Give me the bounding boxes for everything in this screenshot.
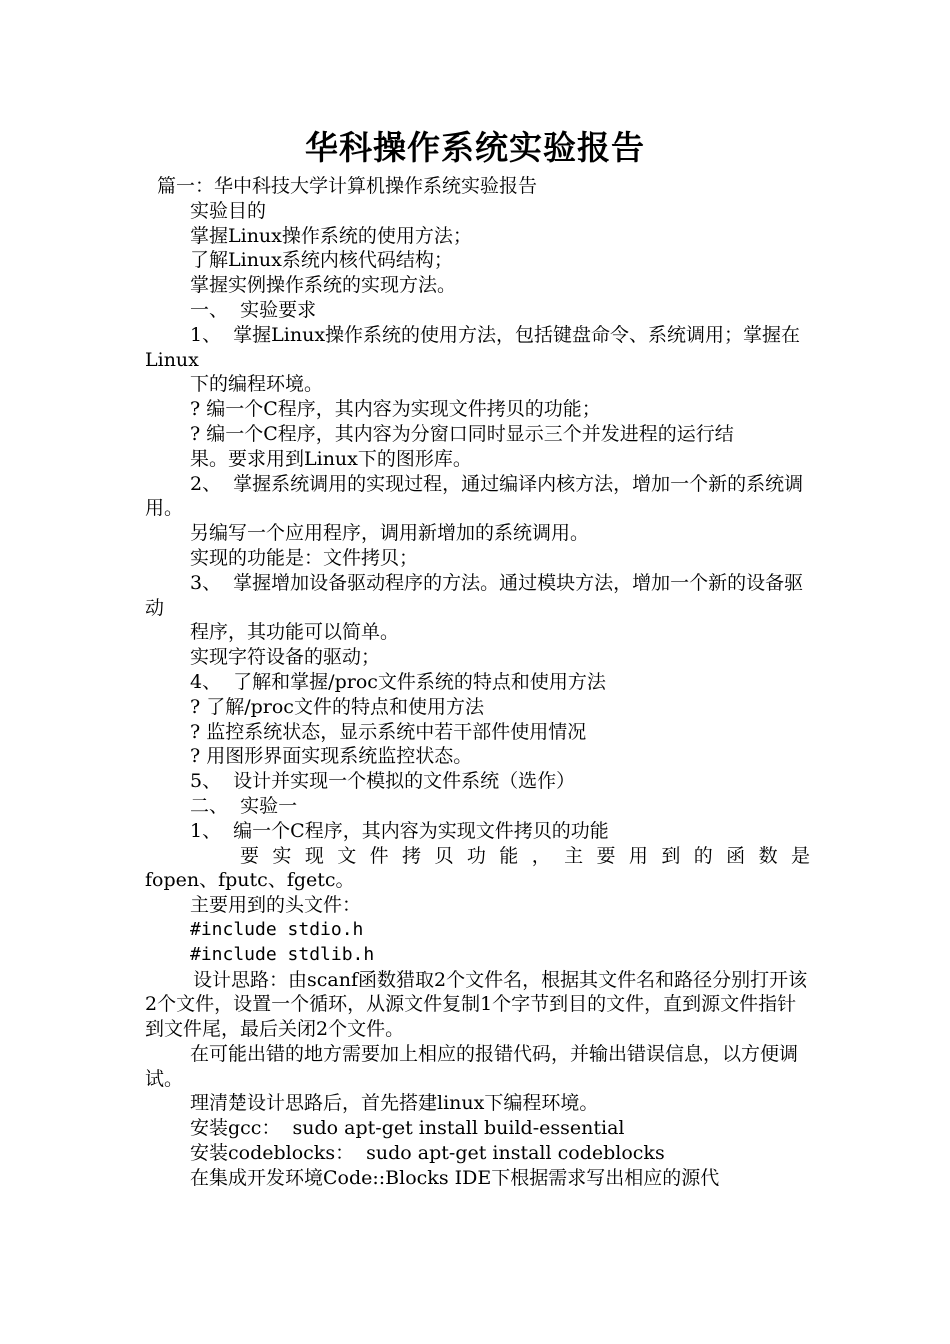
paragraph-text: 设计思路：由scanf函数猎取2个文件名，根据其文件名和路径分别打开该2个文件，设置一个循环，从源文件复制1个字节到目的文件，直到源文件指针到文件尾，最后关闭2个文件。 <box>145 968 808 1041</box>
paragraph-text: 1、 掌握Linux操作系统的使用方法，包括键盘命令、系统调用；掌握在Linux <box>145 323 801 371</box>
paragraph-text: ? 编一个C程序，其内容为分窗口同时显示三个并发进程的运行结 <box>190 422 734 445</box>
paragraph-line: 掌握实例操作系统的实现方法。 <box>190 274 457 297</box>
paragraph-line: 理清楚设计思路后，首先搭建linux下编程环境。 <box>190 1092 599 1115</box>
paragraph-text: 在可能出错的地方需要加上相应的报错代码，并输出错误信息，以方便调试。 <box>145 1042 799 1090</box>
paragraph-line <box>145 1042 835 1092</box>
paragraph-line <box>145 323 810 373</box>
paragraph-line: 5、 设计并实现一个模拟的文件系统（选作） <box>190 770 576 793</box>
document-title: 华科操作系统实验报告 <box>305 128 645 167</box>
paragraph-line: 掌握Linux操作系统的使用方法； <box>190 224 472 247</box>
paragraph-line: fopen、fputc、fgetc。 <box>145 869 355 892</box>
code-line: #include stdio.h <box>190 918 364 940</box>
section-heading: 二、 实验一 <box>190 794 298 817</box>
paragraph-line: 程序，其功能可以简单。 <box>190 621 400 644</box>
paragraph-line: 实验目的 <box>190 199 267 222</box>
section-heading: 篇一：华中科技大学计算机操作系统实验报告 <box>157 175 538 197</box>
bullet-line: ? 用图形界面实现系统监控状态。 <box>190 745 473 768</box>
code-line: #include stdlib.h <box>190 943 375 965</box>
paragraph-line <box>145 472 810 522</box>
bullet-line <box>145 422 810 447</box>
paragraph-line <box>145 968 810 1042</box>
command-line: 安装codeblocks： sudo apt-get install codeblocks <box>190 1142 665 1165</box>
bullet-line: ? 监控系统状态，显示系统中若干部件使用情况 <box>190 720 587 743</box>
document-body <box>145 174 810 1191</box>
paragraph-line: 在集成开发环境Code::Blocks IDE下根据需求写出相应的源代 <box>190 1166 720 1189</box>
paragraph-line: 实现字符设备的驱动； <box>190 646 381 669</box>
paragraph-line: 另编写一个应用程序，调用新增加的系统调用。 <box>190 522 590 545</box>
paragraph-line: 1、 编一个C程序，其内容为实现文件拷贝的功能 <box>190 819 609 842</box>
bullet-line: ? 了解/proc文件的特点和使用方法 <box>190 695 484 718</box>
paragraph-line: 下的编程环境。 <box>190 373 324 396</box>
paragraph-line: 要 实 现 文 件 拷 贝 功 能 ， 主 要 用 到 的 函 数 是 <box>240 844 810 867</box>
paragraph-line: 主要用到的头文件： <box>190 894 362 917</box>
command-line: 安装gcc： sudo apt-get install build-essential <box>190 1117 625 1140</box>
paragraph-text: 2、 掌握系统调用的实现过程，通过编译内核方法，增加一个新的系统调用。 <box>145 472 804 520</box>
paragraph-line: 实现的功能是：文件拷贝； <box>190 546 419 569</box>
bullet-line: ? 编一个C程序，其内容为实现文件拷贝的功能； <box>190 398 601 421</box>
section-heading: 一、 实验要求 <box>190 298 317 321</box>
paragraph-line <box>145 571 810 621</box>
paragraph-line: 4、 了解和掌握/proc文件系统的特点和使用方法 <box>190 670 606 693</box>
paragraph-line: 果。要求用到Linux下的图形库。 <box>190 447 472 470</box>
paragraph-text: 3、 掌握增加设备驱动程序的方法。通过模块方法，增加一个新的设备驱动 <box>145 571 804 619</box>
paragraph-line: 了解Linux系统内核代码结构； <box>190 249 453 272</box>
